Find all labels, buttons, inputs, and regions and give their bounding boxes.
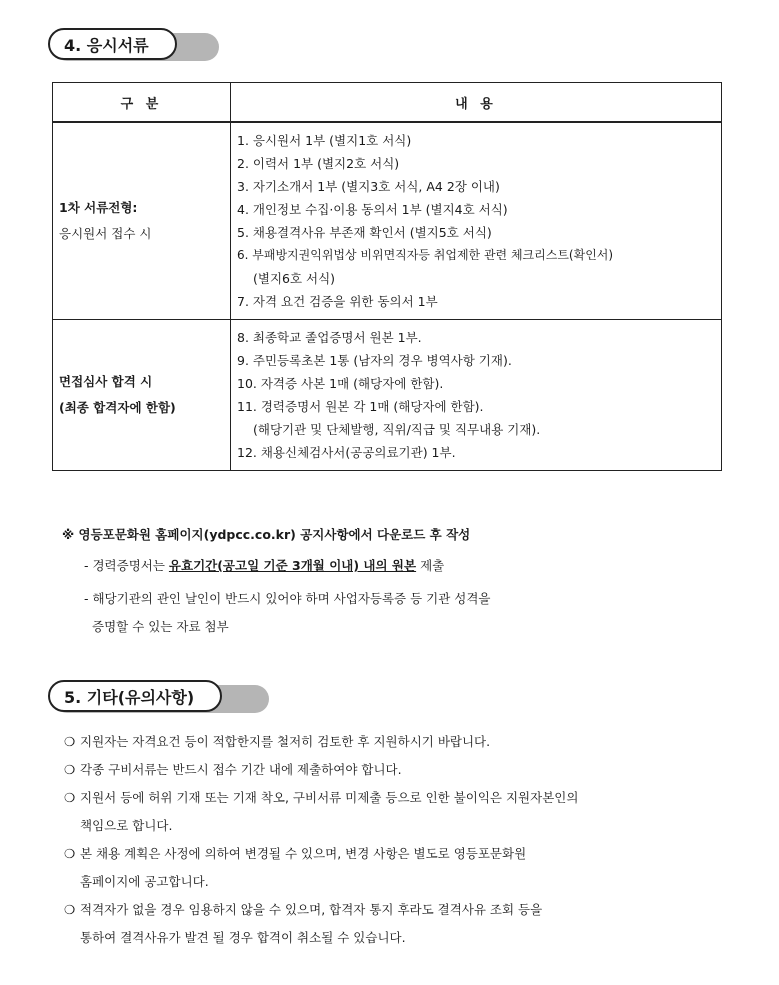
note-line-3: 증명할 수 있는 자료 첨부 [92,619,229,634]
circle-bullet-icon: ❍ [64,762,76,777]
list-item [64,840,734,896]
list-item-continuation: (해당기관 및 단체발행, 직위/직급 및 직무내용 기재). [253,422,541,437]
row2-category [53,320,231,471]
list-item [64,896,734,952]
row1-category-sub: 응시원서 접수 시 [59,226,152,241]
table-header-row [53,83,722,123]
list-item [64,784,734,840]
row1-category [53,122,231,320]
circle-bullet-icon: ❍ [64,902,76,917]
section5-title-text: 5. 기타(유의사항) [64,687,195,707]
table-row [53,320,722,471]
row1-category-title: 1차 서류전형: [59,200,138,215]
notice-text-continuation: 통하여 결격사유가 발견 될 경우 합격이 취소될 수 있습니다. [80,930,406,945]
list-item: 5. 채용결격사유 부존재 확인서 (별지5호 서식) [237,225,492,240]
list-item: 7. 자격 요건 검증을 위한 동의서 1부 [237,294,438,309]
table-row [53,122,722,320]
list-item: 10. 자격증 사본 1매 (해당자에 한함). [237,376,444,391]
list-item-continuation: (별지6호 서식) [253,271,336,286]
section4-title [48,28,177,60]
list-item: 12. 채용신체검사서(공공의료기관) 1부. [237,445,456,460]
notice-text: 지원자는 자격요건 등이 적합한지를 철저히 검토한 후 지원하시기 바랍니다. [80,734,491,749]
note-line-1-underlined: 유효기간(공고일 기준 3개월 이내) 내의 원본 [168,558,417,573]
list-item: 9. 주민등록초본 1통 (남자의 경우 병역사항 기재). [237,353,512,368]
circle-bullet-icon: ❍ [64,846,76,861]
list-item: 8. 최종학교 졸업증명서 원본 1부. [237,330,422,345]
documents-table [52,82,722,471]
note-line-1-prefix: - 경력증명서는 [84,558,169,573]
list-item: 3. 자기소개서 1부 (별지3호 서식, A4 2장 이내) [237,179,500,194]
notice-text: 각종 구비서류는 반드시 접수 기간 내에 제출하여야 합니다. [80,762,402,777]
list-item: 1. 응시원서 1부 (별지1호 서식) [237,133,412,148]
circle-bullet-icon: ❍ [64,790,76,805]
header-content: 내 용 [231,83,722,123]
circle-bullet-icon: ❍ [64,734,76,749]
notice-text: 본 채용 계획은 사정에 의하여 변경될 수 있으며, 변경 사항은 별도로 영등포문화원 [80,846,527,861]
note-line-2: - 해당기관의 관인 날인이 반드시 있어야 하며 사업자등록증 등 기관 성격을 [84,591,491,606]
download-notice: ※ 영등포문화원 홈페이지(ydpcc.co.kr) 공지사항에서 다운로드 후 작성 [62,527,471,542]
list-item: 11. 경력증명서 원본 각 1매 (해당자에 한함). [237,399,484,414]
notice-text-continuation: 홈페이지에 공고합니다. [80,874,209,889]
header-category: 구 분 [53,83,231,123]
row1-content [231,122,722,320]
row2-category-sub: (최종 합격자에 한함) [59,400,176,415]
row2-content [231,320,722,471]
note-line-1 [84,556,444,574]
notice-text: 지원서 등에 허위 기재 또는 기재 착오, 구비서류 미제출 등으로 인한 불이익은 지원자본인의 [80,790,579,805]
list-item [64,728,734,756]
note-line-1-suffix: 제출 [416,558,445,573]
list-item: 2. 이력서 1부 (별지2호 서식) [237,156,400,171]
notice-list [64,728,734,952]
list-item: 4. 개인정보 수집·이용 동의서 1부 (별지4호 서식) [237,202,508,217]
list-item: 6. 부패방지권익위법상 비위면직자등 취업제한 관련 체크리스트(확인서) [237,248,614,262]
section4-title-text: 4. 응시서류 [64,35,149,55]
notice-text: 적격자가 없을 경우 임용하지 않을 수 있으며, 합격자 통지 후라도 결격사유 조회 등을 [80,902,543,917]
section5-title [48,680,222,712]
notice-text-continuation: 책임으로 합니다. [80,818,173,833]
row2-category-title: 면접심사 합격 시 [59,374,153,389]
list-item [64,756,734,784]
